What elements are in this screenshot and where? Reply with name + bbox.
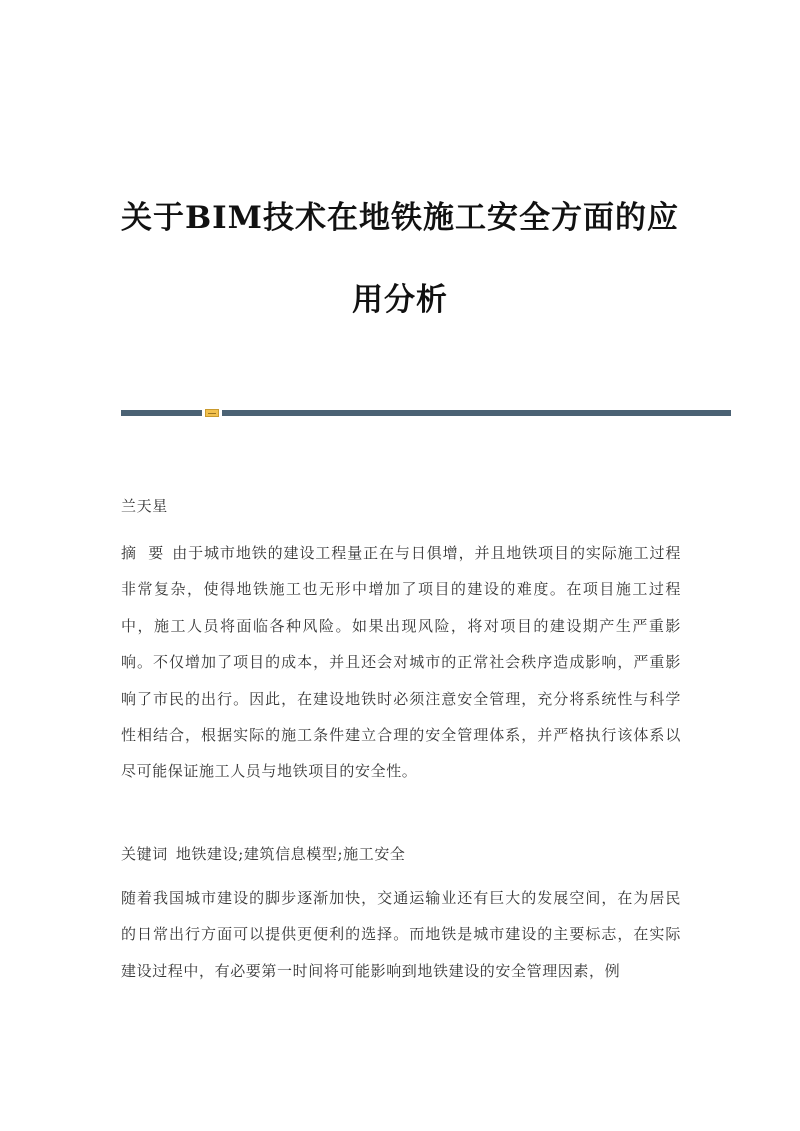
abstract-paragraph xyxy=(121,535,681,790)
keywords-paragraph xyxy=(121,836,681,872)
abstract-label: 摘 要 xyxy=(121,544,165,562)
divider-bar-left xyxy=(121,410,202,416)
divider-bar-right xyxy=(222,410,731,416)
author-name: 兰天星 xyxy=(121,497,168,515)
body-paragraph: 随着我国城市建设的脚步逐渐加快，交通运输业还有巨大的发展空间，在为居民的日常出行方面可以提供更便利的选择。而地铁是城市建设的主要标志，在实际建设过程中，有必要第一时间将可能影响到地铁建设的安全管理因素，例 xyxy=(121,889,681,980)
document-title-line1: 关于BIM技术在地铁施工安全方面的应 xyxy=(120,200,680,236)
keywords-text: 地铁建设;建筑信息模型;施工安全 xyxy=(175,845,406,863)
keywords-label: 关键词 xyxy=(121,845,168,863)
abstract-text: 由于城市地铁的建设工程量正在与日俱增，并且地铁项目的实际施工过程非常复杂，使得地铁施工也无形中增加了项目的建设的难度。在项目施工过程中，施工人员将面临各种风险。如果出现风险，将对项目的建设期产生严重影响。不仅增加了项目的成本，并且还会对城市的正常社会秩序造成影响，严重影响了市民的出行。因此，在建设地铁时必须注意安全管理，充分将系统性与科学性相结合，根据实际的施工条件建立合理的安全管理体系，并严格执行该体系以尽可能保证施工人员与地铁项目的安全性。 xyxy=(121,544,682,781)
title-divider xyxy=(121,409,731,417)
envelope-icon xyxy=(205,409,219,417)
document-title-line2: 用分析 xyxy=(352,282,448,318)
